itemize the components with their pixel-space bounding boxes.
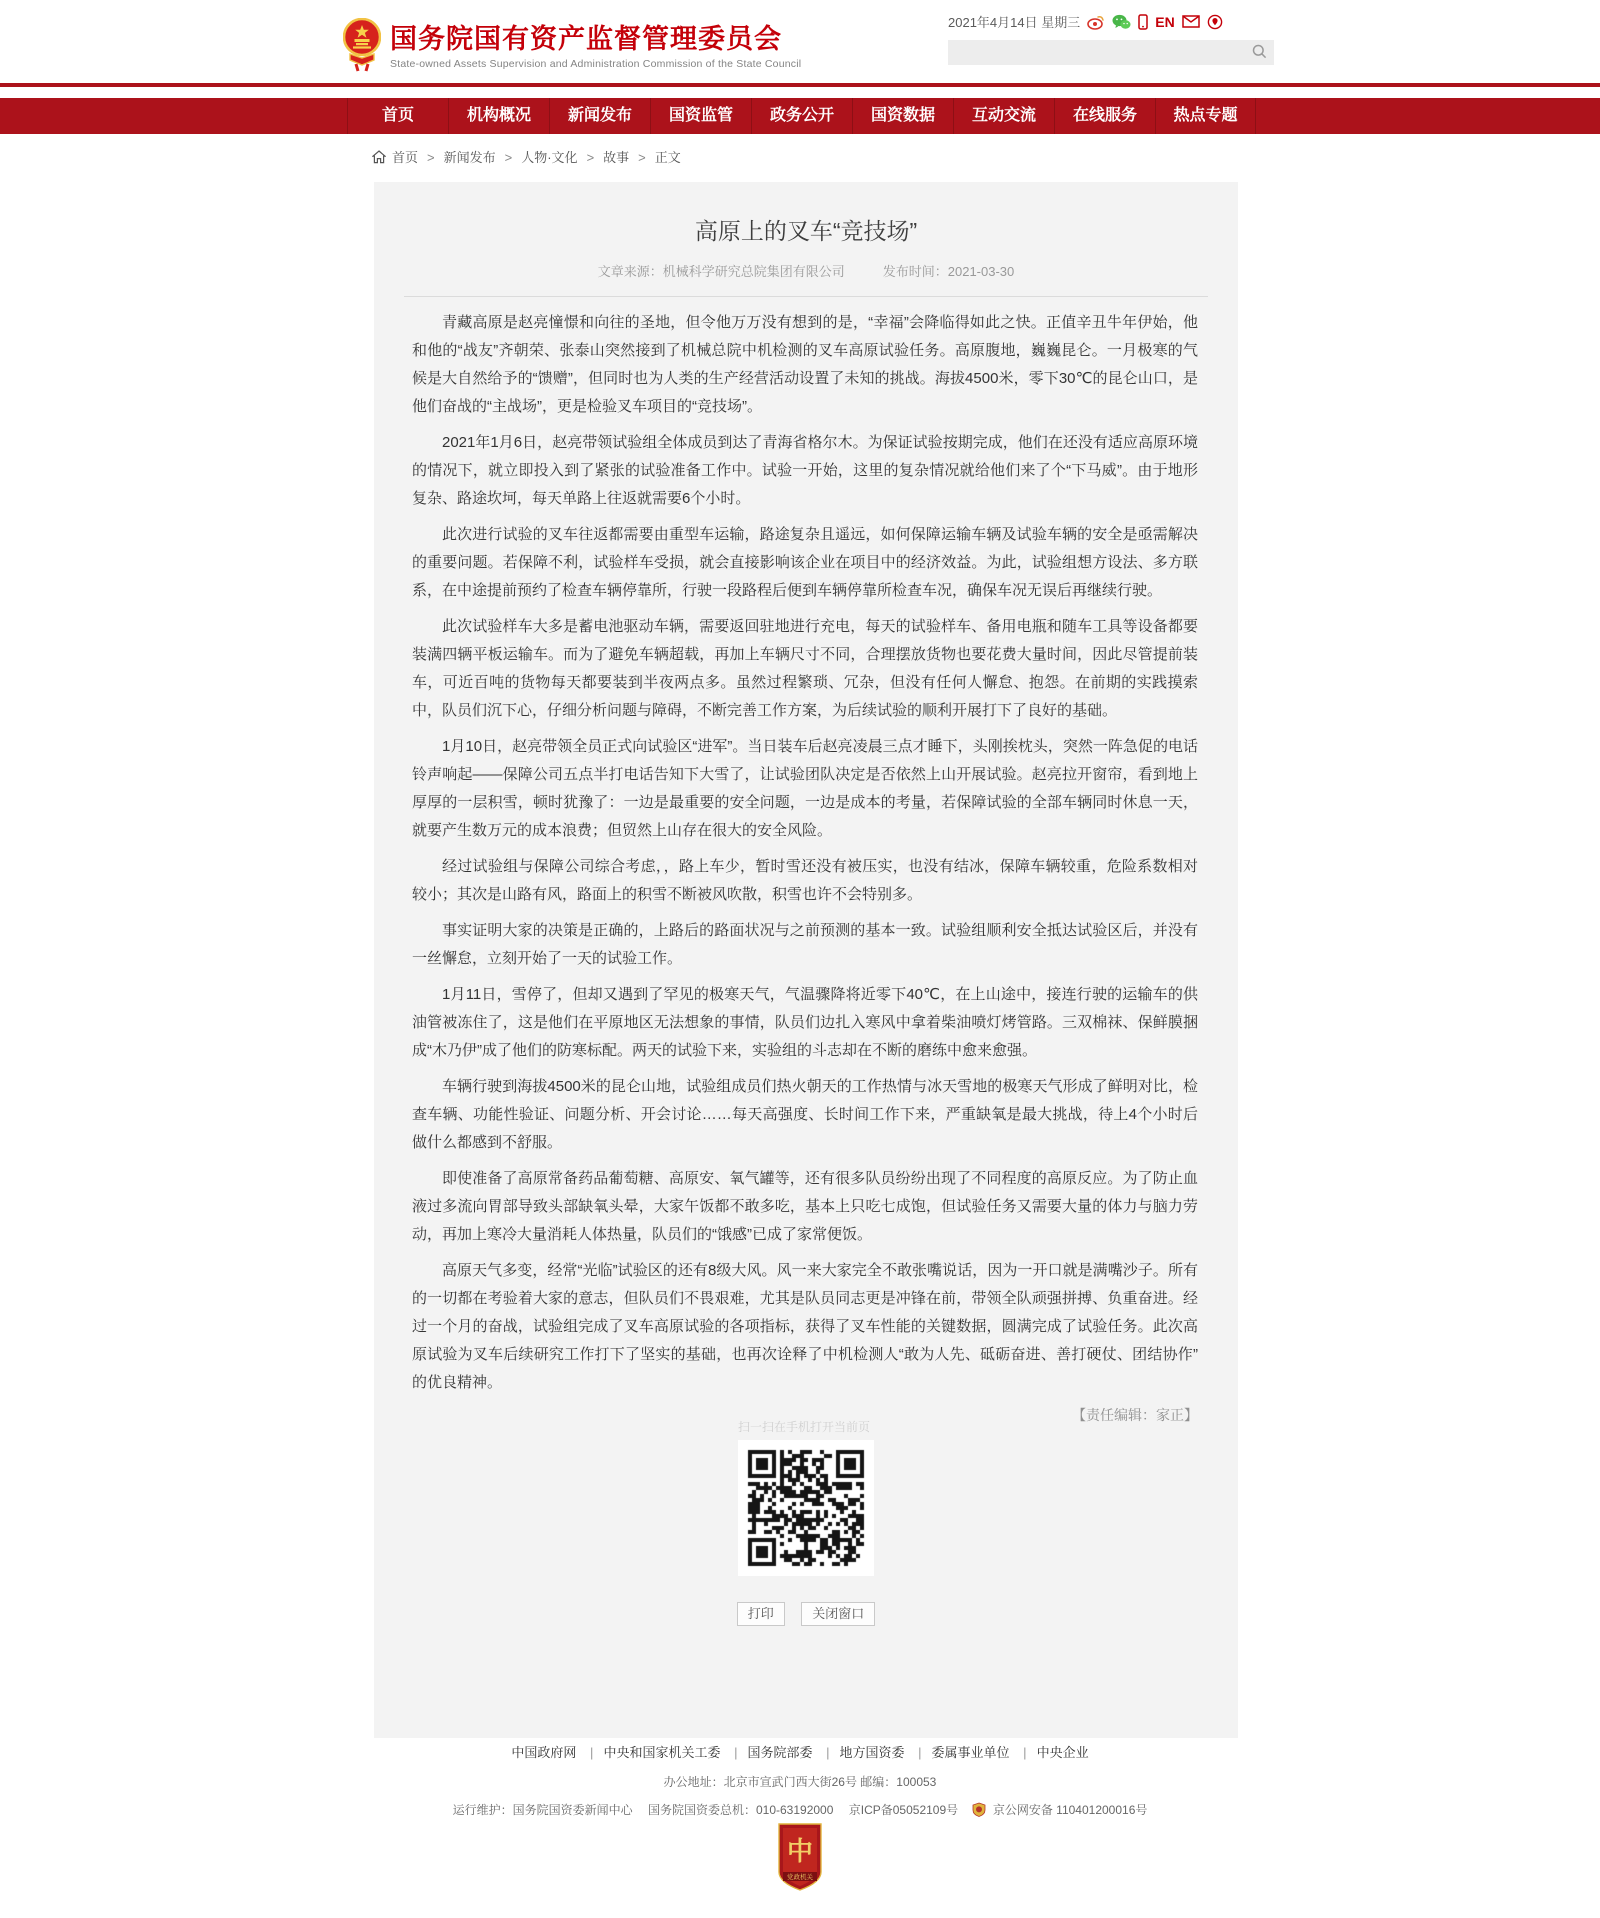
article-paragraph: 此次试验样车大多是蓄电池驱动车辆，需要返回驻地进行充电，每天的试验样车、备用电瓶和随车工具等设备都要装满四辆平板运输车。而为了避免车辆超载，再加上车辆尺寸不同，合理摆放货物也要花费大量时间，因此尽管提前装车，可近百吨的货物每天都要装到半夜两点多。虽然过程繁琐、冗杂，但没有任何人懈怠、抱怨。在前期的实践摸索中，队员们沉下心，仔细分析问题与障碍，不断完善工作方案，为后续试验的顺利开展打下了良好的基础。 bbox=[412, 618, 1198, 719]
qr-section bbox=[738, 1418, 874, 1576]
article-publish-time: 发布时间：2021-03-30 bbox=[882, 264, 1015, 279]
nav-item-data[interactable]: 国资数据 bbox=[852, 98, 953, 134]
article-panel bbox=[374, 182, 1238, 1738]
editor-credit: 【责任编辑：家正】 bbox=[1072, 1407, 1198, 1423]
svg-text:中: 中 bbox=[786, 1837, 814, 1866]
breadcrumb bbox=[372, 147, 681, 166]
nav-item-gov-affairs[interactable]: 政务公开 bbox=[751, 98, 852, 134]
weibo-icon[interactable] bbox=[1087, 14, 1105, 30]
article-paragraph: 青藏高原是赵亮憧憬和向往的圣地，但令他万万没有想到的是，“幸福”会降临得如此之快。正值辛丑牛年伊始，他和他的“战友”齐朝荣、张泰山突然接到了机械总院中机检测的叉车高原试验任务。高原腹地，巍巍昆仑。一月极寒的气候是大自然给予的“馈赠”，但同时也为人类的生产经营活动设置了未知的挑战。海拔4500米，零下30℃的昆仑山口，是他们奋战的“主战场”，更是检验叉车项目的“竞技场”。 bbox=[412, 314, 1198, 415]
current-date: 2021年4月14日 星期三 bbox=[948, 15, 1081, 30]
footer-link-gov[interactable]: 中国政府网 bbox=[511, 1745, 577, 1760]
breadcrumb-home[interactable]: 首页 bbox=[392, 150, 419, 165]
article-paragraph: 此次进行试验的叉车往返都需要由重型车运输，路途复杂且遥远，如何保障运输车辆及试验车辆的安全是亟需解决的重要问题。若保障不利，试验样车受损，就会直接影响该企业在项目中的经济效益。为此，试验组想方设法、多方联系，在中途提前预约了检查车辆停靠所，行驶一段路程后便到车辆停靠所检查车况，确保车况无误后再继续行驶。 bbox=[412, 526, 1198, 599]
close-window-button[interactable]: 关闭窗口 bbox=[801, 1602, 875, 1626]
qr-code bbox=[738, 1440, 874, 1576]
nav-item-home[interactable]: 首页 bbox=[347, 98, 448, 134]
main-nav bbox=[0, 98, 1600, 134]
nav-item-organization[interactable]: 机构概况 bbox=[448, 98, 549, 134]
breadcrumb-current: > 正文 bbox=[629, 147, 681, 166]
article-paragraph: 即使准备了高原常备药品葡萄糖、高原安、氧气罐等，还有很多队员纷纷出现了不同程度的高原反应。为了防止血液过多流向胃部导致头部缺氧头晕，大家午饭都不敢多吃，基本上只吃七成饱，但试验任务又需要大量的体力与脑力劳动，再加上寒冷大量消耗人体热量，队员们的“饿感”已成了家常便饭。 bbox=[412, 1170, 1198, 1243]
footer-links bbox=[0, 1742, 1600, 1761]
article-title: 高原上的叉车“竞技场” bbox=[694, 218, 918, 244]
article-paragraph: 高原天气多变，经常“光临”试验区的还有8级大风。风一来大家完全不敢张嘴说话，因为一开口就是满嘴沙子。所有的一切都在考验着大家的意志，但队员们不畏艰难，尤其是队员同志更是冲锋在前，带领全队顽强拼搏、负重奋进。经过一个月的奋战，试验组完成了叉车高原试验的各项指标，获得了叉车性能的关键数据，圆满完成了试验任务。此次高原试验为叉车后续研究工作打下了坚实的基础，也再次诠释了中机检测人“敢为人先、砥砺奋进、善打硬仗、团结协作”的优良精神。 bbox=[412, 1262, 1198, 1391]
meta-divider bbox=[404, 296, 1208, 297]
language-en-link[interactable]: EN bbox=[1155, 13, 1175, 30]
footer-address: 办公地址：北京市宣武门西大街26号 邮编：100053 bbox=[663, 1775, 937, 1789]
article-source: 文章来源：机械科学研究总院集团有限公司 bbox=[597, 264, 845, 279]
breadcrumb-people-culture[interactable]: > 人物·文化 bbox=[496, 147, 578, 166]
nav-item-online-service[interactable]: 在线服务 bbox=[1054, 98, 1155, 134]
footer-maintenance-row bbox=[0, 1801, 1600, 1820]
search-button[interactable] bbox=[1245, 44, 1274, 62]
nav-item-interaction[interactable]: 互动交流 bbox=[953, 98, 1054, 134]
brand-text bbox=[390, 18, 801, 70]
gov-site-badge[interactable] bbox=[0, 1822, 1600, 1892]
breadcrumb-news[interactable]: > 新闻发布 bbox=[418, 147, 496, 166]
article-actions bbox=[374, 1602, 1238, 1626]
article-body bbox=[412, 309, 1198, 1397]
print-button[interactable]: 打印 bbox=[737, 1602, 785, 1626]
location-icon[interactable] bbox=[1207, 14, 1223, 30]
national-emblem-icon bbox=[343, 18, 381, 72]
site-title: 国务院国有资产监督管理委员会 bbox=[390, 24, 782, 54]
article-paragraph: 事实证明大家的决策是正确的，上路后的路面状况与之前预测的基本一致。试验组顺利安全抵达试验区后，并没有一丝懈怠，立刻开始了一天的试验工作。 bbox=[412, 922, 1198, 967]
footer-link-local-sasac[interactable]: | 地方国资委 bbox=[816, 1745, 904, 1760]
police-badge-icon bbox=[972, 1802, 986, 1820]
footer-icp: 京ICP备05052109号 bbox=[848, 1803, 959, 1817]
search-icon bbox=[1252, 44, 1267, 62]
nav-item-hot-topics[interactable]: 热点专题 bbox=[1155, 98, 1256, 134]
footer-link-central-organs[interactable]: | 中央和国家机关工委 bbox=[580, 1745, 720, 1760]
footer-link-central-enterprises[interactable]: | 中央企业 bbox=[1013, 1745, 1088, 1760]
nav-item-news[interactable]: 新闻发布 bbox=[549, 98, 650, 134]
article-paragraph: 2021年1月6日，赵亮带领试验组全体成员到达了青海省格尔木。为保证试验按期完成，他们在还没有适应高原环境的情况下，就立即投入到了紧张的试验准备工作中。试验一开始，这里的复杂情况就给他们来了个“下马威”。由于地形复杂、路途坎坷，每天单路上往返就需要6个小时。 bbox=[412, 434, 1198, 507]
article-meta bbox=[374, 261, 1238, 280]
badge-label-text: 党政机关 bbox=[787, 1874, 813, 1881]
home-icon[interactable] bbox=[372, 150, 386, 164]
wechat-icon[interactable] bbox=[1112, 14, 1131, 30]
site-brand[interactable] bbox=[343, 18, 801, 72]
search-input[interactable] bbox=[948, 41, 1245, 64]
article-paragraph: 1月11日，雪停了，但却又遇到了罕见的极寒天气，气温骤降将近零下40℃，在上山途中，接连行驶的运输车的供油管被冻住了，这是他们在平原地区无法想象的事情，队员们边扎入寒风中拿着柴油喷灯烤管路。三双棉袜、保鲜膜捆成“木乃伊”成了他们的防寒标配。两天的试验下来，实验组的斗志却在不断的磨练中愈来愈强。 bbox=[412, 986, 1198, 1059]
article-paragraph: 经过试验组与保障公司综合考虑，，路上车少，暂时雪还没有被压实，也没有结冰，保障车辆较重，危险系数相对较小；其次是山路有风，路面上的积雪不断被风吹散，积雪也许不会特别多。 bbox=[412, 858, 1198, 903]
header-divider-line bbox=[0, 83, 1600, 87]
footer-link-ministries[interactable]: | 国务院部委 bbox=[724, 1745, 812, 1760]
mail-icon[interactable] bbox=[1182, 15, 1200, 28]
breadcrumb-story[interactable]: > 故事 bbox=[578, 147, 630, 166]
footer-maintainer: 运行维护：国务院国资委新闻中心 bbox=[452, 1803, 633, 1817]
main-nav-items bbox=[347, 98, 1600, 134]
search-box bbox=[948, 40, 1274, 65]
article-paragraph: 1月10日，赵亮带领全员正式向试验区“进军”。当日装车后赵亮凌晨三点才睡下，头刚挨枕头，突然一阵急促的电话铃声响起——保障公司五点半打电话告知下大雪了，让试验团队决定是否依然上山开展试验。赵亮拉开窗帘，看到地上厚厚的一层积雪，顿时犹豫了：一边是最重要的安全问题，一边是成本的考量，若保障试验的全部车辆同时休息一天，就要产生数万元的成本浪费；但贸然上山存在很大的安全风险。 bbox=[412, 738, 1198, 839]
article-paragraph: 车辆行驶到海拔4500米的昆仑山地，试验组成员们热火朝天的工作热情与冰天雪地的极寒天气形成了鲜明对比，检查车辆、功能性验证、问题分析、开会讨论……每天高强度、长时间工作下来，严重缺氧是最大挑战，待上4个小时后做什么都感到不舒服。 bbox=[412, 1078, 1198, 1151]
site-subtitle: State-owned Assets Supervision and Administration Commission of the State Council bbox=[390, 58, 802, 70]
date-row bbox=[948, 12, 1284, 31]
nav-item-supervision[interactable]: 国资监管 bbox=[650, 98, 751, 134]
footer-link-affiliated-units[interactable]: | 委属事业单位 bbox=[908, 1745, 1009, 1760]
footer-switchboard: 国务院国资委总机：010-63192000 bbox=[647, 1803, 834, 1817]
qr-caption: 扫一扫在手机打开当前页 bbox=[738, 1420, 871, 1434]
mobile-icon[interactable] bbox=[1138, 14, 1148, 30]
footer-police-record-link[interactable]: 京公网安备 110401200016号 bbox=[992, 1803, 1148, 1817]
header-utilities bbox=[948, 12, 1284, 65]
